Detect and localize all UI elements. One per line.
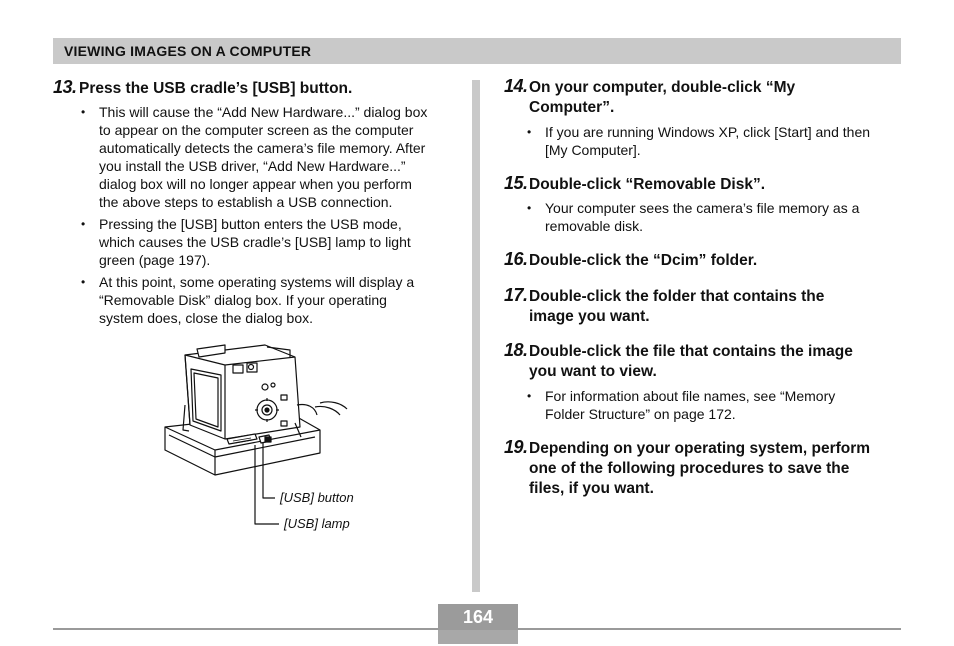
step-title: Double-click “Removable Disk”.: [529, 176, 766, 193]
bullet-item: • For information about file names, see “Memory Folder Structure” on page 172.: [525, 387, 904, 423]
usb-lamp-caption: [USB] lamp: [284, 516, 350, 531]
bullet-item: • Your computer sees the camera’s file memory as a removable disk.: [525, 199, 904, 235]
section-header-bar: [53, 38, 901, 64]
step-13: [53, 79, 463, 327]
bullet-item: • This will cause the “Add New Hardware...” dialog box to appear on the computer screen as the computer automatically detects the camera’s file memory. After you install the USB driver, “Add New Hardware...” dialog box will no longer appear when you perform the above steps to establish a USB connection.: [79, 103, 463, 211]
step-title: Press the USB cradle’s [USB] button.: [79, 80, 353, 97]
step-title: Depending on your operating system, perform one of the following procedures to save the files, if you want.: [529, 440, 871, 497]
step-15: [504, 175, 904, 235]
step-number: 15.: [504, 173, 528, 193]
step-number: 18.: [504, 340, 528, 360]
step-19: [504, 439, 904, 499]
bullet-list: [525, 387, 904, 423]
bullet-item: • Pressing the [USB] button enters the USB mode, which causes the USB cradle’s [USB] lamp to light green (page 197).: [79, 215, 463, 269]
step-14: [504, 78, 904, 159]
page-number: 164: [462, 607, 494, 627]
step-title: Double-click the “Dcim” folder.: [529, 252, 758, 269]
bullet-list: [525, 199, 904, 235]
step-title: Double-click the file that contains the image you want to view.: [529, 343, 853, 380]
camera-cradle-illustration: [155, 335, 365, 545]
step-number: 14.: [504, 76, 528, 96]
step-number: 13.: [53, 77, 77, 97]
step-title: On your computer, double-click “My Computer”.: [529, 79, 796, 116]
section-title: VIEWING IMAGES ON A COMPUTER: [64, 43, 312, 59]
page-number-badge: [438, 604, 518, 644]
step-18: [504, 342, 904, 423]
bullet-item: • If you are running Windows XP, click [Start] and then [My Computer].: [525, 123, 904, 159]
step-17: [504, 287, 904, 327]
column-divider: [472, 80, 480, 592]
step-number: 16.: [504, 249, 528, 269]
usb-button-caption: [USB] button: [280, 490, 354, 505]
step-number: 17.: [504, 285, 528, 305]
step-title: Double-click the folder that contains the image you want.: [529, 288, 825, 325]
bullet-item: • At this point, some operating systems will display a “Removable Disk” dialog box. If your operating system does, close the dialog box.: [79, 273, 463, 327]
step-number: 19.: [504, 437, 528, 457]
step-16: [504, 251, 904, 271]
bullet-list: [79, 103, 463, 327]
bullet-list: [525, 123, 904, 159]
